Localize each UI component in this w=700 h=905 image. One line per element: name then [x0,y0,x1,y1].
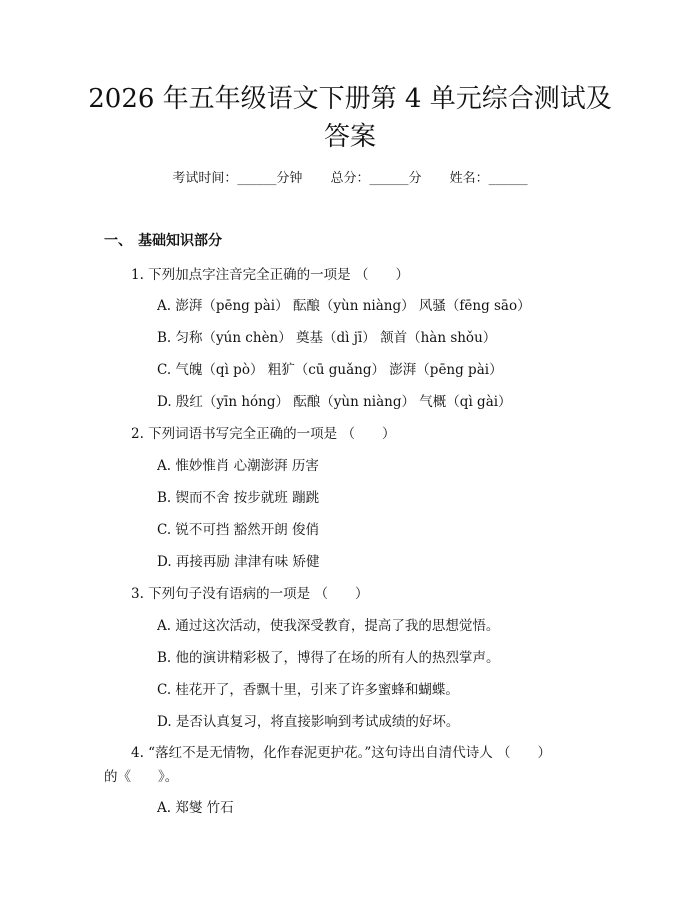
question-4-stem-line-1: 4. “落红不是无情物，化作春泥更护花。”这句诗出自清代诗人 （ ） [131,745,552,761]
question-2-option-b: B. 锲而不舍 按步就班 蹦跳 [157,490,320,506]
exam-meta [0,167,700,186]
question-3-option-c: C. 桂花开了，香飘十里，引来了许多蜜蜂和蝴蝶。 [157,682,459,698]
question-3-option-d: D. 是否认真复习，将直接影响到考试成绩的好坏。 [157,714,460,730]
question-2-option-c: C. 锐不可挡 豁然开朗 俊俏 [157,522,320,538]
question-1-option-c: C. 气魄（qì pò） 粗犷（cū guǎng） 澎湃（pēng pài） [157,362,503,378]
question-4-option-a: A. 郑燮 竹石 [157,800,234,816]
total-score: 总分：______分 [330,171,422,186]
question-4-stem-line-2: 的《 》。 [104,769,179,785]
question-3-stem: 3. 下列句子没有语病的一项是 （ ） [131,586,369,602]
question-1-option-a: A. 澎湃（pēng pài） 酝酿（yùn niàng） 风骚（fēng sāo） [157,298,531,314]
question-1-option-d: D. 殷红（yīn hóng） 酝酿（yùn niàng） 气概（qì gài） [157,394,512,410]
exam-time: 考试时间：______分钟 [172,171,303,186]
student-name: 姓名：______ [449,171,528,186]
question-2-stem: 2. 下列词语书写完全正确的一项是 （ ） [131,426,396,442]
document-title [60,80,640,156]
section-number: 一、 [104,233,132,249]
question-3-option-a: A. 通过这次活动，使我深受教育，提高了我的思想觉悟。 [157,618,500,634]
title-line-1: 2026 年五年级语文下册第 4 单元综合测试及 [88,84,612,114]
question-2-option-a: A. 惟妙惟肖 心潮澎湃 历害 [157,458,319,474]
section-label: 基础知识部分 [138,233,222,249]
question-1-stem: 1. 下列加点字注音完全正确的一项是 （ ） [131,267,409,283]
title-line-2: 答案 [323,122,376,152]
question-2-option-d: D. 再接再励 津津有味 矫健 [157,554,320,570]
section-heading [104,230,222,250]
question-3-option-b: B. 他的演讲精彩极了，博得了在场的所有人的热烈掌声。 [157,650,500,666]
question-1-option-b: B. 匀称（yún chèn） 奠基（dì jī） 颔首（hàn shǒu） [157,330,497,346]
